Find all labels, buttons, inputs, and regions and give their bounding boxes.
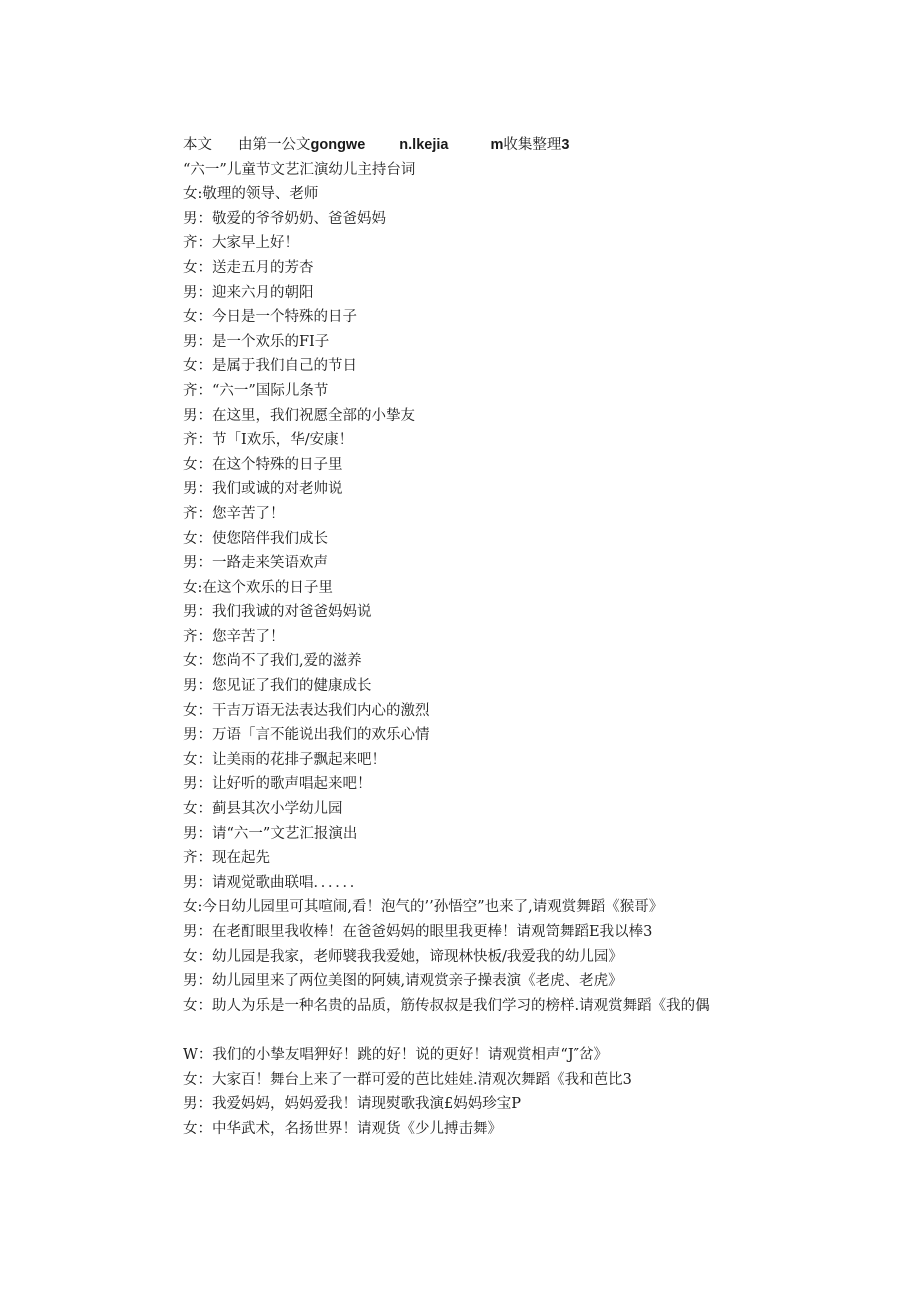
- script-line: 女：幼儿园是我家，老师襞我我爱她，谛现林快板/我爱我的幼儿园》: [183, 948, 623, 965]
- script-line: 男：我爱妈妈，妈妈爱我！请现熨歌我演£妈妈珍宝P: [183, 1096, 521, 1113]
- script-line: 女:在这个欢乐的日子里: [183, 579, 333, 596]
- script-line: 女：让美雨的花排子飘起来吧！: [183, 751, 386, 768]
- script-line: 男：我们我诚的对爸爸妈妈说: [183, 604, 372, 621]
- header-part-3: gongwe: [310, 137, 366, 153]
- document-title: “六一”儿童节文艺汇演幼儿主持台词: [183, 161, 416, 178]
- script-line: 齐：大家早上好！: [183, 235, 299, 252]
- script-line: 女：送走五月的芳杏: [183, 259, 314, 276]
- header-part-5: m: [490, 137, 504, 153]
- script-line: 女：今日是一个特殊的日子: [183, 309, 357, 326]
- script-line: 女：干吉万语无法表达我们内心的激烈: [183, 702, 430, 719]
- script-line: 女:敬理的领导、老师: [183, 186, 319, 203]
- header-part-7: 3: [561, 137, 570, 153]
- script-line: 女：是属于我们自己的节日: [183, 358, 357, 375]
- script-line: 男：是一个欢乐的FI子: [183, 333, 330, 350]
- header-part-1: 本文: [183, 137, 212, 153]
- script-line: 男：我们或诚的对老帅说: [183, 481, 343, 498]
- script-lines: [183, 158, 903, 1142]
- script-line: W：我们的小挚友唱狎好！跳的好！说的更好！请观赏相声“J″岔》: [183, 1046, 609, 1063]
- script-line: 女：助人为乐是一种名贵的品质，筋传叔叔是我们学习的榜样.请观赏舞蹈《我的偶: [183, 997, 710, 1014]
- script-line: 男：在老酊眼里我收棒！在爸爸妈妈的眼里我更棒！请观笥舞蹈E我以棒3: [183, 924, 653, 940]
- script-line: 男：敬爱的爷爷奶奶、爸爸妈妈: [183, 210, 386, 227]
- script-line: 男：让好听的歌声唱起来吧！: [183, 776, 372, 793]
- script-line: 齐：现在起先: [183, 850, 270, 867]
- script-line: 齐：您辛苦了！: [183, 628, 285, 645]
- script-line: 女：大家百！舞台上来了一群可爱的芭比娃娃.清观次舞蹈《我和芭比3: [183, 1071, 632, 1088]
- document-page: [183, 133, 903, 1141]
- script-line: 男：您见证了我们的健康成长: [183, 678, 372, 695]
- script-line: 男：万语「言不能说出我们的欢乐心情: [183, 727, 430, 744]
- script-line: 男：迎来六月的朝阳: [183, 284, 314, 301]
- script-line: 男：幼儿园里来了两位美图的阿姨,请观赏亲子操表演《老虎、老虎》: [183, 973, 623, 990]
- script-line: 齐：“六一”国际儿条节: [183, 382, 329, 399]
- script-line: 女：中华武术，名扬世界！请观货《少儿搏击舞》: [183, 1120, 502, 1137]
- script-line: 男：请观觉歌曲联唱．．．．．．: [183, 874, 365, 891]
- script-line: 齐：节「I欢乐，华/安康！: [183, 432, 354, 449]
- script-line: 男：请“六一”文艺汇报演出: [183, 825, 358, 842]
- script-line: 女：您尚不了我们,爱的滋养: [183, 653, 362, 670]
- header-part-6: 收集整理: [503, 137, 562, 153]
- source-header: [183, 133, 903, 158]
- header-part-2: 由第一公文: [238, 137, 311, 153]
- script-line: 齐：您辛苦了！: [183, 505, 285, 522]
- script-line: 女:今日幼儿园里可其喧闹,看！泡气的’’孙悟空”也来了,请观赏舞蹈《猴哥》: [183, 899, 664, 916]
- script-line: 女：蓟县其次小学幼儿园: [183, 801, 343, 818]
- script-line: 女：在这个特殊的日子里: [183, 456, 343, 473]
- header-part-4: n.lkejia: [399, 137, 449, 153]
- script-line: 男：在这里，我们祝愿全部的小挚友: [183, 407, 415, 424]
- script-line: 女：使您陪伴我们成长: [183, 530, 328, 547]
- script-line: 男：一路走来笑语欢声: [183, 555, 328, 572]
